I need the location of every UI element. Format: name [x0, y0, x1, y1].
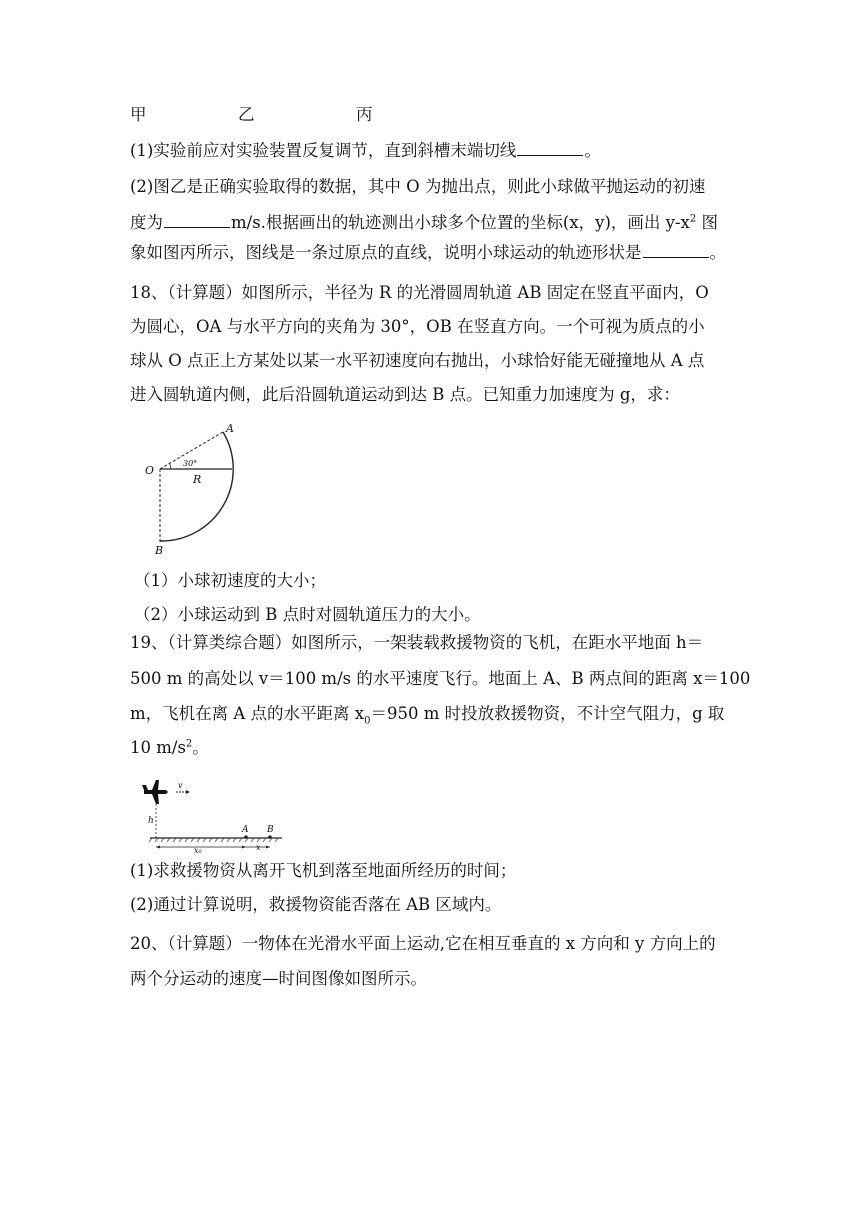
q19-text2: 500 m 的高处以 v＝100 m/s 的水平速度飞行。地面上 A、B 两点间的距离 x＝100	[130, 669, 751, 688]
q18-text2: 为圆心，OA 与水平方向的夹角为 30°，OB 在竖直方向。一个可视为质点的小	[130, 317, 705, 336]
caption-yi: 乙	[238, 105, 255, 124]
label-b: B	[267, 825, 274, 835]
q20-text1: 20、（计算题）一物体在光滑水平面上运动,它在相互垂直的 x 方向和 y 方向上的	[130, 934, 716, 953]
q18-line1	[130, 282, 709, 304]
label-r: R	[193, 473, 202, 486]
q17-part2-line2	[130, 212, 718, 234]
q18-line4	[130, 384, 680, 406]
answer-blank	[517, 140, 583, 156]
superscript: 2	[689, 213, 697, 225]
q18-sub2-text: （2）小球运动到 B 点时对圆轨道压力的大小。	[134, 605, 481, 624]
q19-line1	[130, 632, 703, 654]
q18-sub1	[134, 570, 326, 592]
figure-caption-row	[130, 104, 373, 126]
point-b	[268, 835, 271, 838]
q17-part2-line3	[130, 242, 726, 264]
q17-part2-line1	[130, 176, 705, 198]
q20-line1	[130, 933, 716, 955]
q17-part2-end: 。	[709, 243, 726, 262]
q18-circular-track-figure	[140, 416, 250, 560]
label-b: B	[155, 544, 164, 557]
q17-part1-end: 。	[584, 141, 601, 160]
q19-text3b: ＝950 m 时投放救援物资，不计空气阻力，g 取	[370, 704, 725, 723]
caption-bing: 丙	[356, 105, 373, 124]
q17-part2-text1: (2)图乙是正确实验取得的数据，其中 O 为抛出点，则此小球做平抛运动的初速	[130, 177, 706, 196]
q18-text4: 进入圆轨道内侧，此后沿圆轨道运动到达 B 点。已知重力加速度为 g，求：	[130, 385, 680, 404]
label-angle: 30°	[183, 459, 198, 468]
q17-part1-text: (1)实验前应对实验装置反复调节，直到斜槽末端切线	[130, 141, 517, 160]
q19-sub1-text: (1)求救援物资从离开飞机到落至地面所经历的时间；	[130, 861, 517, 880]
q19-text4b: 。	[192, 738, 209, 757]
q19-line2	[130, 668, 750, 690]
q18-line3	[130, 350, 704, 372]
answer-blank	[164, 212, 230, 228]
angle-arc	[169, 463, 171, 469]
q17-part2-text2a: 度为	[130, 213, 163, 232]
label-x: x	[256, 843, 261, 852]
q18-sub2	[134, 604, 481, 626]
q18-text1: 18、（计算题）如图所示，半径为 R 的光滑圆周轨道 AB 固定在竖直平面内，O	[130, 283, 709, 302]
q20-text2: 两个分运动的速度—时间图像如图所示。	[130, 969, 427, 988]
q17-part2-text3: 象如图丙所示，图线是一条过原点的直线，说明小球运动的轨迹形状是	[130, 243, 642, 262]
q19-sub2-text: (2)通过计算说明，救援物资能否落在 AB 区域内。	[130, 895, 502, 914]
label-a: A	[242, 825, 249, 835]
point-a	[244, 835, 247, 838]
q19-sub2	[130, 894, 501, 916]
q19-text3a: m，飞机在离 A 点的水平距离 x	[130, 704, 365, 723]
circular-track-arc	[160, 432, 233, 541]
q19-line3	[130, 703, 724, 725]
q17-part2-text2c: 图	[696, 213, 718, 232]
label-o: O	[145, 464, 155, 477]
subscript: 0	[364, 715, 371, 727]
q19-text1: 19、（计算类综合题）如图所示，一架装载救援物资的飞机，在距水平地面 h＝	[130, 633, 704, 652]
q20-line2	[130, 968, 427, 990]
label-x0: x₀	[194, 846, 202, 854]
q18-line2	[130, 316, 705, 338]
airplane-icon	[142, 780, 168, 804]
q19-line4	[130, 737, 209, 759]
q17-part1	[130, 140, 601, 162]
q18-sub1-text: （1）小球初速度的大小；	[134, 571, 326, 590]
label-a: A	[226, 422, 234, 435]
answer-blank	[643, 242, 709, 258]
superscript: 2	[185, 738, 193, 750]
q19-airplane-drop-figure	[140, 772, 290, 854]
q19-text4a: 10 m/s	[130, 738, 186, 757]
caption-jia: 甲	[130, 105, 147, 124]
label-h: h	[148, 816, 154, 826]
label-v: v	[178, 781, 183, 790]
q19-sub1	[130, 860, 516, 882]
q18-text3: 球从 O 点正上方某处以某一水平初速度向右抛出，小球恰好能无碰撞地从 A 点	[130, 351, 705, 370]
q17-part2-text2b: m/s.根据画出的轨迹测出小球多个位置的坐标(x，y)，画出 y-x	[231, 213, 690, 232]
